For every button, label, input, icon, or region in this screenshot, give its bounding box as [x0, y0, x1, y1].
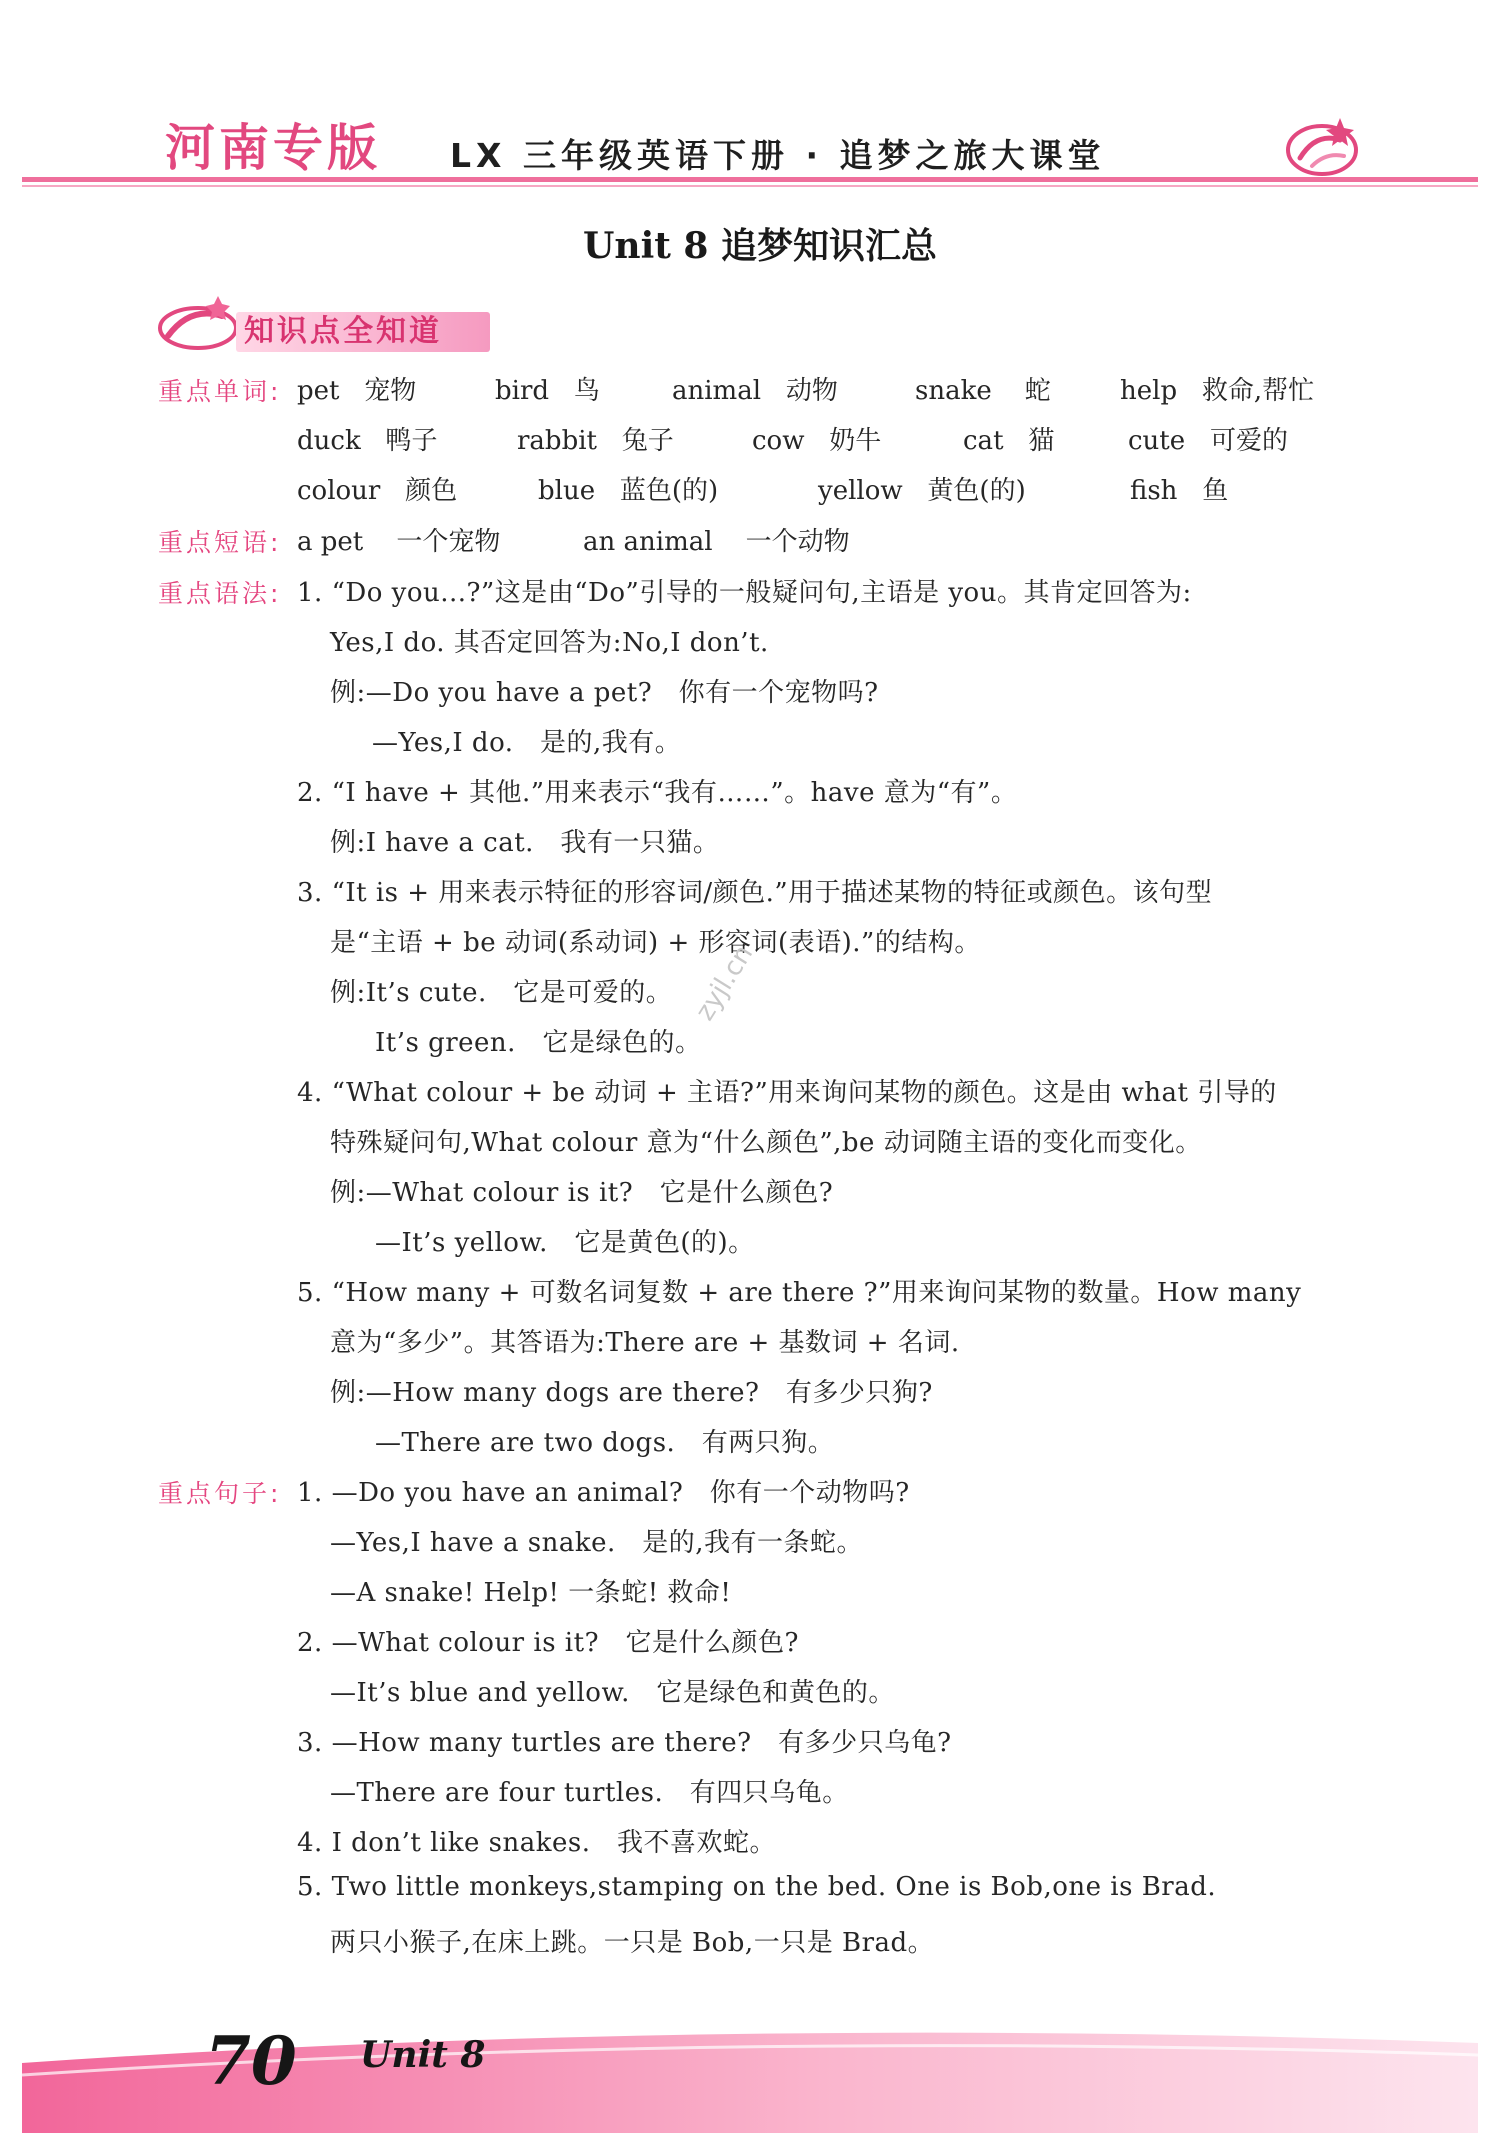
footer-unit-label: Unit 8: [360, 2034, 486, 2076]
grammar-line: 2. “I have + 其他.”用来表示“我有……”。have 意为“有”。: [297, 778, 1018, 808]
vocab-item: duck 鸭子: [297, 426, 438, 456]
vocab-item: colour 颜色: [297, 476, 458, 506]
grammar-line: 例:—Do you have a pet? 你有一个宠物吗?: [330, 678, 879, 708]
grammar-line: 例:—What colour is it? 它是什么颜色?: [330, 1178, 834, 1208]
vocab-item: blue 蓝色(的): [538, 476, 719, 506]
edition-label: 河南专版: [165, 119, 381, 177]
grammar-line: 1. “Do you...?”这是由“Do”引导的一般疑问句,主语是 you。其肯定回答为:: [297, 578, 1192, 608]
grammar-line: 4. “What colour + be 动词 + 主语?”用来询问某物的颜色。这是由 what 引导的: [297, 1078, 1277, 1108]
grammar-line: 例:—How many dogs are there? 有多少只狗?: [330, 1378, 933, 1408]
vocab-item: pet 宠物: [297, 376, 417, 406]
sentence-line: 1. —Do you have an animal? 你有一个动物吗?: [297, 1478, 910, 1508]
phrase-item: an animal 一个动物: [583, 527, 850, 557]
grammar-line: —It’s yellow. 它是黄色(的)。: [375, 1228, 755, 1258]
grammar-line: It’s green. 它是绿色的。: [375, 1028, 702, 1058]
grammar-line: —Yes,I do. 是的,我有。: [372, 728, 682, 758]
vocab-item: yellow 黄色(的): [818, 476, 1026, 506]
book-series-title: LX 三年级英语下册 · 追梦之旅大课堂: [450, 136, 1106, 175]
header-divider: [22, 177, 1478, 182]
grammar-line: 特殊疑问句,What colour 意为“什么颜色”,be 动词随主语的变化而变化。: [330, 1128, 1202, 1158]
grammar-line: 是“主语 + be 动词(系动词) + 形容词(表语).”的结构。: [330, 928, 981, 958]
vocab-item: bird 鸟: [495, 376, 600, 406]
section-banner-title: 知识点全知道: [244, 314, 442, 349]
vocab-item: animal 动物: [672, 376, 838, 406]
grammar-line: 例:It’s cute. 它是可爱的。: [330, 978, 673, 1008]
vocab-item: fish 鱼: [1130, 476, 1229, 506]
sentence-line: —It’s blue and yellow. 它是绿色和黄色的。: [330, 1678, 895, 1708]
grammar-line: 意为“多少”。其答语为:There are + 基数词 + 名词.: [330, 1328, 960, 1358]
vocab-item: rabbit 兔子: [517, 426, 674, 456]
label-key-words: 重点单词:: [158, 377, 282, 406]
watermark: zyjl.cn: [690, 940, 760, 1026]
vocab-item: cute 可爱的: [1128, 426, 1288, 456]
sentence-line: 两只小猴子,在床上跳。一只是 Bob,一只是 Brad。: [330, 1928, 935, 1958]
label-key-sentences: 重点句子:: [158, 1479, 282, 1508]
page-title: Unit 8 追梦知识汇总: [583, 225, 937, 267]
header-divider-thin: [22, 185, 1478, 187]
grammar-line: 5. “How many + 可数名词复数 + are there ?”用来询问某物的数量。How many: [297, 1278, 1302, 1308]
sentence-line: 5. Two little monkeys,stamping on the bed. One is Bob,one is Brad.: [297, 1872, 1217, 1902]
vocab-item: cat 猫: [963, 426, 1055, 456]
vocab-item: cow 奶牛: [752, 426, 882, 456]
sentence-line: 4. I don’t like snakes. 我不喜欢蛇。: [297, 1828, 777, 1858]
zhuimeng-logo-icon: [1282, 112, 1362, 182]
sentence-line: —A snake! Help! 一条蛇! 救命!: [330, 1578, 732, 1608]
grammar-line: 3. “It is + 用来表示特征的形容词/颜色.”用于描述某物的特征或颜色。该句型: [297, 878, 1213, 908]
grammar-line: —There are two dogs. 有两只狗。: [375, 1428, 835, 1458]
sentence-line: —There are four turtles. 有四只乌龟。: [330, 1778, 849, 1808]
sentence-line: 3. —How many turtles are there? 有多少只乌龟?: [297, 1728, 952, 1758]
zhuimeng-banner-icon: [154, 292, 244, 354]
vocab-item: help 救命,帮忙: [1120, 376, 1315, 406]
label-key-grammar: 重点语法:: [158, 579, 282, 608]
grammar-line: 例:I have a cat. 我有一只猫。: [330, 828, 720, 858]
page-number: 70: [205, 2022, 297, 2100]
phrase-item: a pet 一个宠物: [297, 527, 501, 557]
sentence-line: —Yes,I have a snake. 是的,我有一条蛇。: [330, 1528, 864, 1558]
sentence-line: 2. —What colour is it? 它是什么颜色?: [297, 1628, 799, 1658]
grammar-line: Yes,I do. 其否定回答为:No,I don’t.: [330, 628, 769, 658]
label-key-phrases: 重点短语:: [158, 528, 282, 557]
vocab-item: snake 蛇: [915, 376, 1051, 406]
